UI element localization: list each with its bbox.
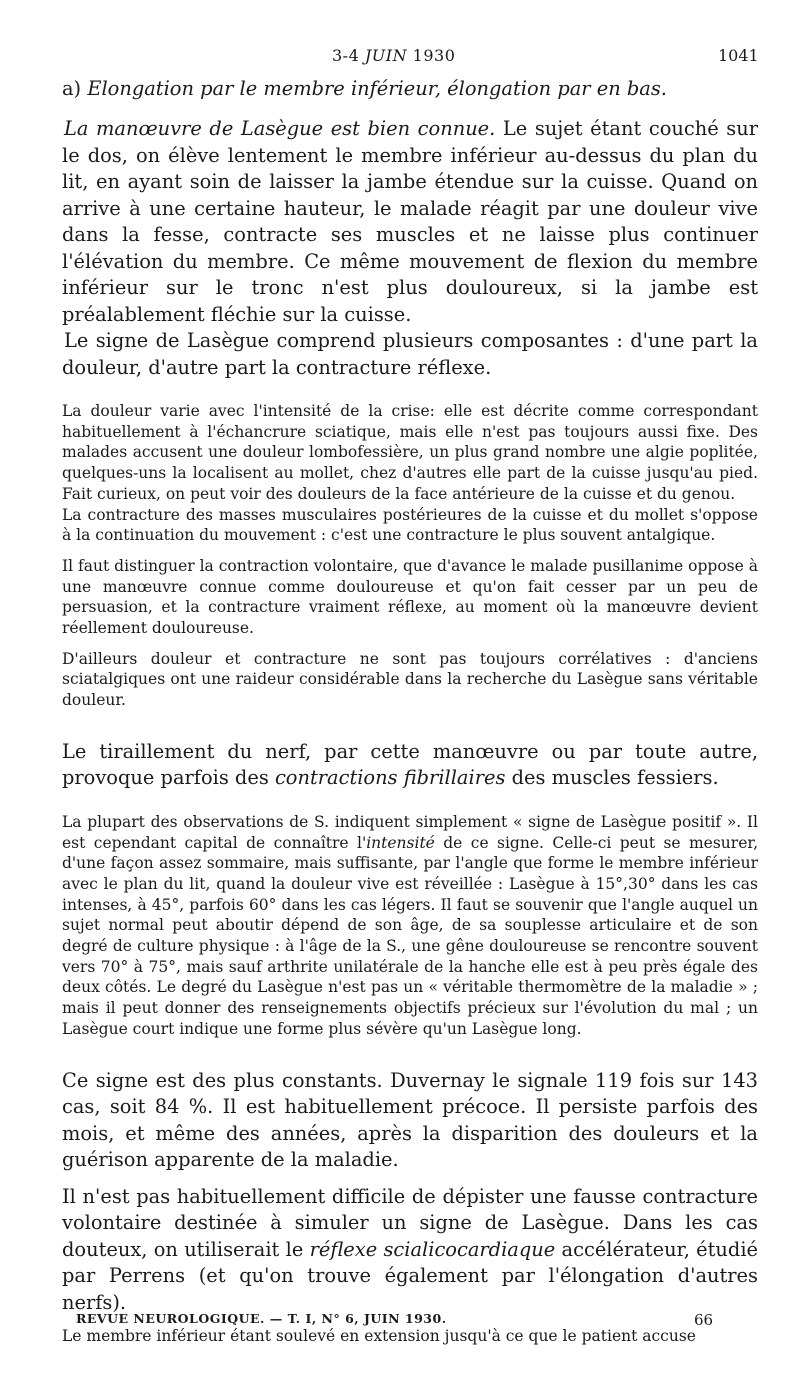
journal-citation: REVUE NEUROLOGIQUE. — T. I, N° 6, JUIN 1930. <box>76 1311 447 1326</box>
small-paragraph-voluntary: Il faut distinguer la contraction volontaire, que d'avance le malade pusillanime oppose à une manœuvre connue comme douloureuse et qu'on fait cesser par un peu de persuasion, et la contracture vraiment réflexe, au moment où la manœuvre devient réellement douloureuse. <box>62 556 758 638</box>
date-month: JUIN <box>364 46 408 65</box>
paragraph-simulation <box>62 1184 758 1317</box>
paragraph-components: Le signe de Lasègue comprend plusieurs composantes : d'une part la douleur, d'autre part la contracture réflexe. <box>62 329 758 379</box>
section-label: a) <box>62 77 82 100</box>
page-footer <box>62 1311 758 1333</box>
small-paragraph-contracture: La contracture des masses musculaires postérieures de la cuisse et du mollet s'oppose à la continuation du mouvement : c'est une contracture le plus souvent antalgique. <box>62 505 758 545</box>
paragraph-text: des muscles fessiers. <box>505 766 719 790</box>
issue-date <box>332 46 455 65</box>
paragraph-lead-italic: La manœuvre de Lasègue est bien connue. <box>64 117 496 140</box>
paragraph-italic: contractions fibrillaires <box>274 766 506 790</box>
page-number: 1041 <box>718 46 759 65</box>
date-year: 1930 <box>412 46 456 65</box>
small-paragraph-correlation: D'ailleurs douleur et contracture ne sont pas toujours corrélatives : d'anciens sciatalgiques ont une raideur considérable dans la recherche du Lasègue sans véritable douleur. <box>62 649 758 710</box>
paragraph-text: Il n'est pas habituellement difficile de dépister une fausse contracture volontaire destinée à simuler un signe de Lasègue. Dans les cas douteux, on utiliserait le <box>62 1184 758 1261</box>
running-head <box>0 46 800 70</box>
paragraph-italic: réflexe scialicocardiaque <box>309 1237 556 1261</box>
section-title: Elongation par le membre inférieur, élongation par en bas. <box>87 77 667 100</box>
date-prefix: 3-4 <box>332 46 360 65</box>
paragraph-body: Le sujet étant couché sur le dos, on élève lentement le membre inférieur au-dessus du plan du lit, en ayant soin de laisser la jambe étendue sur la cuisse. Quand on arrive à une certaine hauteur, le malade réagit par une douleur vive dans la fesse, contracte ses muscles et ne laisse plus continuer l'élévation du membre. Ce même mouvement de flexion du membre inférieur sur le tronc n'est plus douloureux, si la jambe est préalablement fléchie sur la cuisse. <box>62 117 758 326</box>
signature-mark: 66 <box>694 1311 714 1329</box>
paragraph-text: de ce signe. Celle-ci peut se mesurer, d'une façon assez sommaire, mais suffisante, par l'angle que forme le membre inférieur avec le plan du lit, quand la douleur vive est réveillée : Lasègue à 15°,30° dans les cas intenses, à 45°, parfois 60° dans les cas légers. Il faut se souvenir que l'angle auquel un sujet normal peut aboutir dépend de son âge, de sa souplesse articulaire et de son degré de culture physique : à l'âge de la S., une gêne douloureuse se rencontre souvent vers 70° à 75°, mais sauf arthrite unilatérale de la hanche elle est à peu près égale des deux côtés. Le degré du Lasègue n'est pas un « véritable thermomètre de la maladie » ; mais il peut donner des renseignements objectifs précieux sur l'évolution du mal ; un Lasègue court indique une forme plus sévère qu'un Lasègue long. <box>62 833 759 1038</box>
paragraph-text: Le tiraillement du nerf, par cette manœuvre ou par toute autre, provoque parfois des <box>62 739 758 790</box>
small-paragraph-continuation: Le membre inférieur étant soulevé en extension jusqu'à ce que le patient accuse <box>62 1327 696 1346</box>
paragraph-fibrillary <box>62 739 758 792</box>
paragraph-constancy: Ce signe est des plus constants. Duvernay le signale 119 fois sur 143 cas, soit 84 %. Il est habituellement précoce. Il persiste parfois des mois, et même des années, après la disparition des douleurs et la guérison apparente de la maladie. <box>62 1068 758 1172</box>
small-paragraph-intensity <box>62 812 758 1040</box>
paragraph-text: accélérateur, étudié par Perrens (et qu'on trouve également par l'élongation d'autres nerfs). <box>62 1237 758 1314</box>
small-paragraph-pain: La douleur varie avec l'intensité de la crise: elle est décrite comme correspondant habituellement à l'échancrure sciatique, mais elle n'est pas toujours aussi fixe. Des malades accusent une douleur lombofessière, un plus grand nombre une algie poplitée, quelques-uns la localisent au mollet, chez d'autres elle part de la cuisse jusqu'au pied. Fait curieux, on peut voir des douleurs de la face antérieure de la cuisse et du genou. <box>62 402 758 503</box>
paragraph-text: La plupart des observations de S. indiquent simplement « signe de Lasègue positif ». Il est cependant capital de connaître l' <box>62 812 758 852</box>
paragraph-lasegue-maneuver <box>62 116 758 328</box>
text-column <box>62 76 758 1347</box>
paragraph-italic: intensité <box>366 833 435 852</box>
section-heading <box>62 76 758 102</box>
